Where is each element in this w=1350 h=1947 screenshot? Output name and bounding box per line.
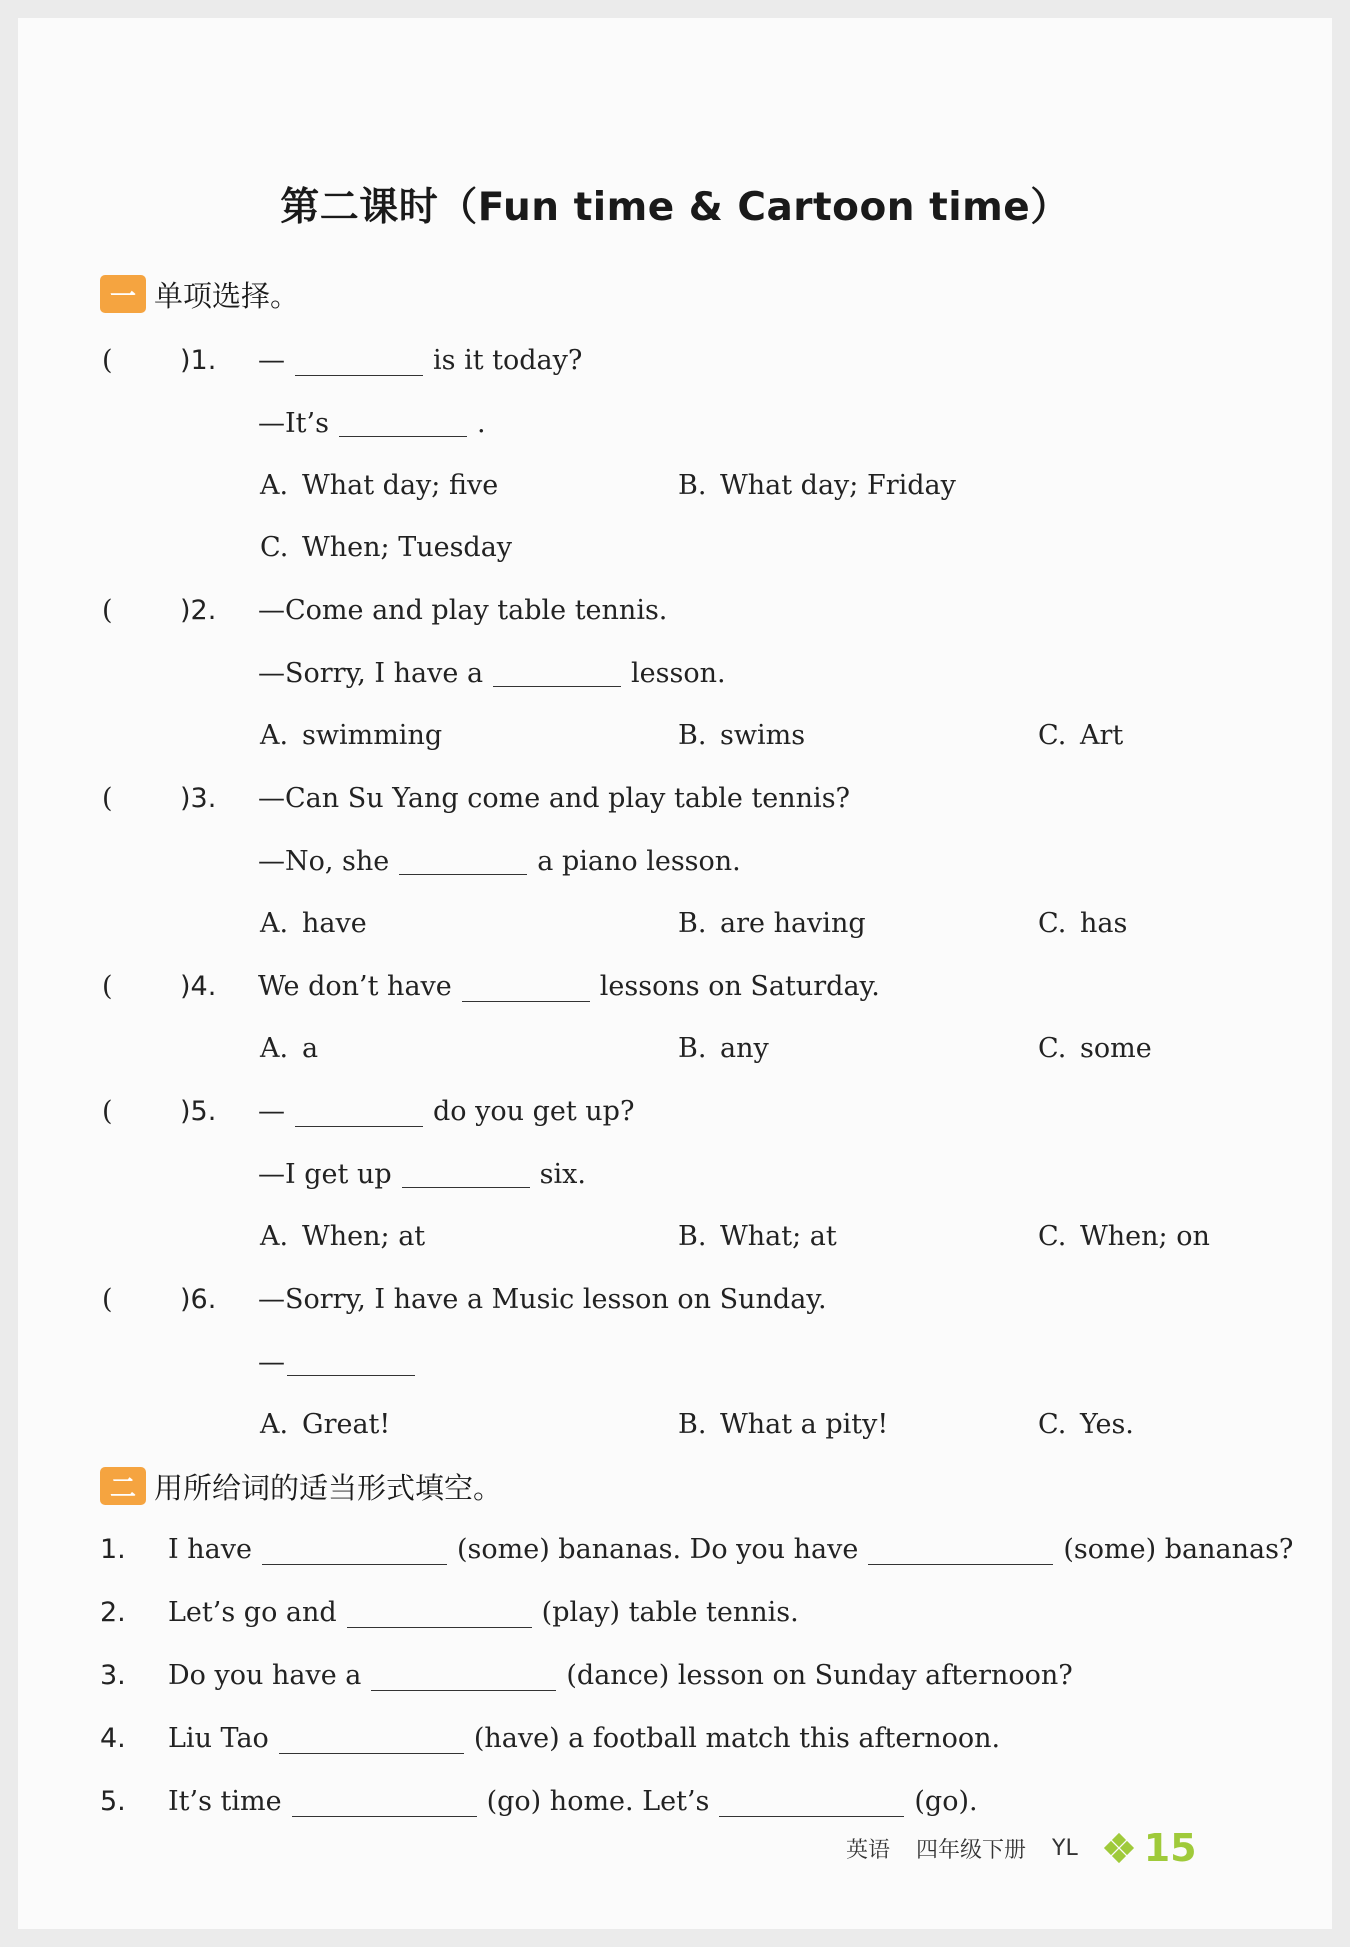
answer-blank[interactable]	[262, 1538, 447, 1565]
page-number: 15	[1143, 1826, 1197, 1870]
footer-edition: YL	[1052, 1835, 1078, 1861]
option-c[interactable]: C. has	[1038, 908, 1128, 939]
page-title: 第二课时（Fun time & Cartoon time）	[280, 185, 1070, 230]
question-number: )6.	[180, 1283, 217, 1315]
page-footer	[846, 1826, 1197, 1870]
answer-blank[interactable]	[339, 410, 467, 437]
section-2-heading	[100, 1466, 502, 1506]
option-a[interactable]: A. Great!	[260, 1409, 391, 1440]
option-c[interactable]: C. When; on	[1038, 1221, 1210, 1252]
option-c[interactable]: C. Yes.	[1038, 1409, 1134, 1440]
answer-blank[interactable]	[719, 1790, 904, 1817]
question-number: )4.	[180, 970, 217, 1002]
answer-blank[interactable]	[295, 1100, 423, 1127]
section-2-badge: 二	[100, 1467, 146, 1505]
answer-blank[interactable]	[347, 1601, 532, 1628]
answer-blank[interactable]	[287, 1349, 415, 1376]
question-number: )2.	[180, 594, 217, 626]
option-a[interactable]: A. When; at	[260, 1221, 426, 1252]
option-b[interactable]: B. What; at	[678, 1221, 837, 1252]
option-b[interactable]: B. What day; Friday	[678, 470, 956, 501]
question-number: )3.	[180, 782, 217, 814]
answer-blank[interactable]	[402, 1161, 530, 1188]
answer-bracket[interactable]: (	[102, 782, 113, 814]
section-2-title: 用所给词的适当形式填空。	[154, 1470, 503, 1505]
option-b[interactable]: B. What a pity!	[678, 1409, 889, 1440]
section-1-heading	[100, 274, 299, 314]
option-a[interactable]: A. What day; five	[260, 470, 499, 501]
answer-blank[interactable]	[462, 975, 590, 1002]
section-1-title: 单项选择。	[154, 278, 300, 313]
option-a[interactable]: A. a	[260, 1033, 319, 1064]
option-c[interactable]: C. Art	[1038, 720, 1124, 751]
answer-blank[interactable]	[493, 660, 621, 687]
answer-bracket[interactable]: (	[102, 344, 113, 376]
option-b[interactable]: B. any	[678, 1033, 769, 1064]
option-b[interactable]: B. are having	[678, 908, 866, 939]
answer-bracket[interactable]: (	[102, 1283, 113, 1315]
answer-blank[interactable]	[399, 848, 527, 875]
option-c[interactable]: C. some	[1038, 1033, 1152, 1064]
worksheet-page: 第二课时（Fun time & Cartoon time） 一 单项选择。 ( )1. — is it today? —It’s . A. What day; five B. What day; Friday C. When; Tuesday ( )2. —Come and play table tennis. —Sorry, I have a lesson. A. swimming B. swims C. Art ( )3. —Can Su Yang come and play table tennis? —No, she a piano lesson. A. have B. are having C. has ( )4. We don’t have lessons on Saturday. A. a B. any C. some ( )5. — do you get up? —I get up six. A. When; at B. What; at C. When; on ( )6. —Sorry, I have a Music lesson on Sunday. — A. Great! B. What a pity! C. Yes. 二 用所给词的适当形式填空。 1. I have (some) bananas. Do you have (some) bananas? 2. Let’s go and (play) table tennis. 3. Do you have a (dance) lesson on Sunday afternoon? 4. Liu Tao (have) a football match this afternoon. 5. It’s time (go) home. Let’s (go). 英语 四年级下册 YL 15	[18, 18, 1332, 1929]
answer-bracket[interactable]: (	[102, 970, 113, 1002]
option-a[interactable]: A. have	[260, 908, 367, 939]
answer-blank[interactable]	[868, 1538, 1053, 1565]
option-c[interactable]: C. When; Tuesday	[260, 532, 513, 563]
footer-grade: 四年级下册	[916, 1837, 1027, 1863]
section-1-badge: 一	[100, 275, 146, 313]
answer-blank[interactable]	[292, 1790, 477, 1817]
diamond-cluster-icon	[1104, 1833, 1134, 1863]
answer-bracket[interactable]: (	[102, 594, 113, 626]
answer-bracket[interactable]: (	[102, 1095, 113, 1127]
question-number: )1.	[180, 344, 217, 376]
option-a[interactable]: A. swimming	[260, 720, 443, 751]
option-b[interactable]: B. swims	[678, 720, 806, 751]
answer-blank[interactable]	[295, 349, 423, 376]
answer-blank[interactable]	[371, 1664, 556, 1691]
question-number: )5.	[180, 1095, 217, 1127]
footer-subject: 英语	[846, 1837, 891, 1863]
answer-blank[interactable]	[279, 1727, 464, 1754]
